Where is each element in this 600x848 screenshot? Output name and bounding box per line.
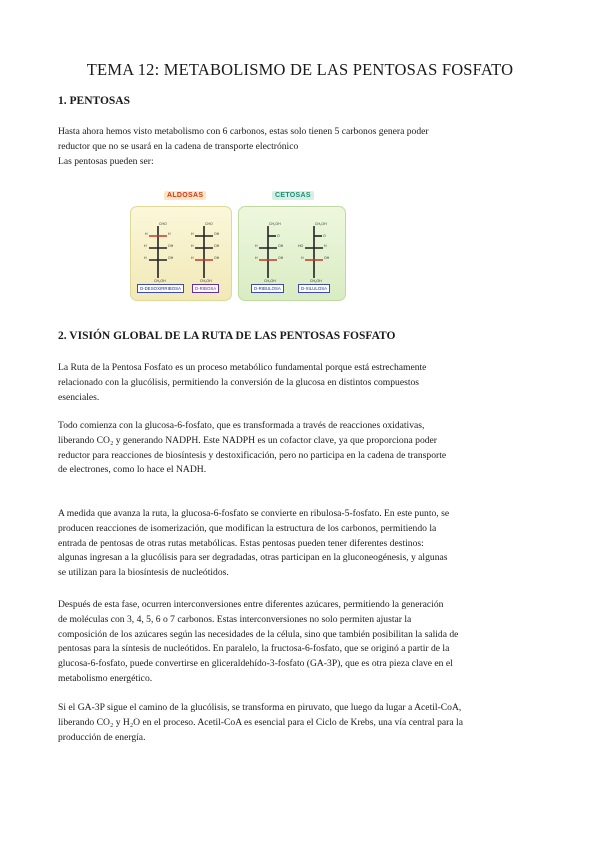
page-title: TEMA 12: METABOLISMO DE LAS PENTOSAS FOSFATO [86,60,514,79]
svg-text:H: H [191,232,194,236]
svg-text:H: H [168,232,171,236]
svg-text:CH₂OH: CH₂OH [310,279,322,283]
paragraph-line: esenciales. [58,391,100,403]
paragraph-line: se utilizan para la biosíntesis de nucleótidos. [58,567,229,579]
svg-text:OH: OH [168,256,174,260]
paragraph-line: de moléculas con 3, 4, 5, 6 o 7 carbonos. Estas interconversiones no solo permiten ajustar la [58,613,412,625]
paragraph-line: liberando CO₂ y generando NADPH. Este NADPH es un cofactor clave, ya que proporciona poder [58,434,437,446]
svg-text:CHO: CHO [159,222,167,226]
svg-text:OH: OH [278,244,284,248]
paragraph-line: La Ruta de la Pentosa Fosfato es un proceso metabólico fundamental porque está estrechamente [58,362,427,373]
svg-text:CH₂OH: CH₂OH [315,222,327,226]
ribose-structure [195,226,213,278]
paragraph-5 [58,701,558,745]
svg-text:O: O [277,234,280,238]
pentoses-figure [130,188,346,304]
paragraph-line: glucosa-6-fosfato, puede convertirse en gliceraldehído-3-fosfato (GA-3P), que es otra pieza clave en el [58,658,453,670]
svg-text:H: H [255,256,258,260]
svg-text:OH: OH [214,244,220,248]
svg-text:H: H [145,232,148,236]
paragraph-line: composición de los azúcares según las necesidades de la célula, sino que también posibilitan la salida de [58,628,459,640]
paragraph-line: Después de esta fase, ocurren interconversiones entre diferentes azúcares, permitiendo la generación [58,599,444,610]
svg-text:H: H [324,244,327,248]
paragraph-line: Hasta ahora hemos visto metabolismo con 6 carbonos, estas solo tienen 5 carbonos genera poder [58,126,429,137]
paragraph-line: metabolismo energético. [58,672,153,684]
section-heading-vision-global: 2. VISIÓN GLOBAL DE LA RUTA DE LAS PENTOSAS FOSFATO [58,330,396,342]
svg-text:CH₂OH: CH₂OH [269,222,281,226]
svg-text:CH₂OH: CH₂OH [154,279,166,283]
section-heading-pentosas: 1. PENTOSAS [58,95,131,107]
svg-text:CH₂OH: CH₂OH [200,279,212,283]
paragraph-line: Todo comienza con la glucosa-6-fosfato, que es transformada a través de reacciones oxidativas, [58,420,425,431]
paragraph-2 [58,419,558,478]
paragraph-line: A medida que avanza la ruta, la glucosa-6-fosfato se convierte en ribulosa-5-fosfato. En este punto, se [58,508,450,519]
aldosas-label: ALDOSAS [164,191,206,200]
caption-desoxirribosa: D-DESOXIRRIBOSA [137,284,184,293]
paragraph-line: relacionado con la glucólisis, permitiendo la conversión de la glucosa en distintos compuestos [58,376,420,388]
paragraph-line: Las pentosas pueden ser: [58,155,154,167]
paragraph-line: reductor que no se usará en la cadena de transporte electrónico [58,140,299,152]
svg-text:H: H [255,244,258,248]
paragraph-line: producción de energía. [58,731,146,743]
caption-xilulosa: D-XILULOSA [298,284,330,293]
paragraph-line: reductor para reacciones de biosíntesis y destoxificación, pero no participa en la cadena de transporte [58,449,447,461]
paragraph-line: liberando CO₂ y H₂O en el proceso. Acetil-CoA es esencial para el Ciclo de Krebs, una vía central para la [58,716,463,728]
svg-text:HO: HO [298,244,304,248]
svg-text:CHO: CHO [205,222,213,226]
paragraph-line: algunas ingresan a la glucólisis para ser degradadas, otras participan en la gluconeogénesis, y algunas [58,552,448,564]
svg-text:H: H [144,244,147,248]
svg-text:O: O [323,234,326,238]
svg-text:H: H [191,256,194,260]
svg-text:OH: OH [168,244,174,248]
paragraph-line: entrada de pentosas de otras rutas metabólicas. Estas pentosas pueden tener diferentes destinos: [58,537,424,549]
svg-text:OH: OH [214,256,220,260]
ribulose-structure [259,226,277,278]
paragraph-4 [58,598,558,687]
paragraph-line: producen reacciones de isomerización, que modifican la estructura de los carbonos, permitiendo la [58,522,437,534]
caption-ribulosa: D-RIBULOSA [251,284,284,293]
svg-text:OH: OH [278,256,284,260]
svg-text:CH₂OH: CH₂OH [264,279,276,283]
paragraph-1 [58,361,558,405]
svg-text:H: H [301,256,304,260]
svg-text:OH: OH [324,256,330,260]
cetosas-label: CETOSAS [272,191,314,200]
svg-text:H: H [144,256,147,260]
svg-text:OH: OH [214,232,220,236]
paragraph-line: de electrones, como lo hace el NADH. [58,464,207,476]
paragraph-line: Si el GA-3P sigue el camino de la glucólisis, se transforma en piruvato, que luego da lugar a Acetil-CoA, [58,702,462,713]
desoxirribose-structure [149,226,167,278]
xylulose-structure [305,226,323,278]
caption-ribosa: D-RIBOSA [192,284,219,293]
paragraph-3 [58,507,558,581]
paragraph-line: pentosas para la síntesis de nucleótidos. En paralelo, la fructosa-6-fosfato, que se originó a partir de la [58,643,450,655]
svg-text:H: H [191,244,194,248]
paragraph-intro [58,125,558,169]
